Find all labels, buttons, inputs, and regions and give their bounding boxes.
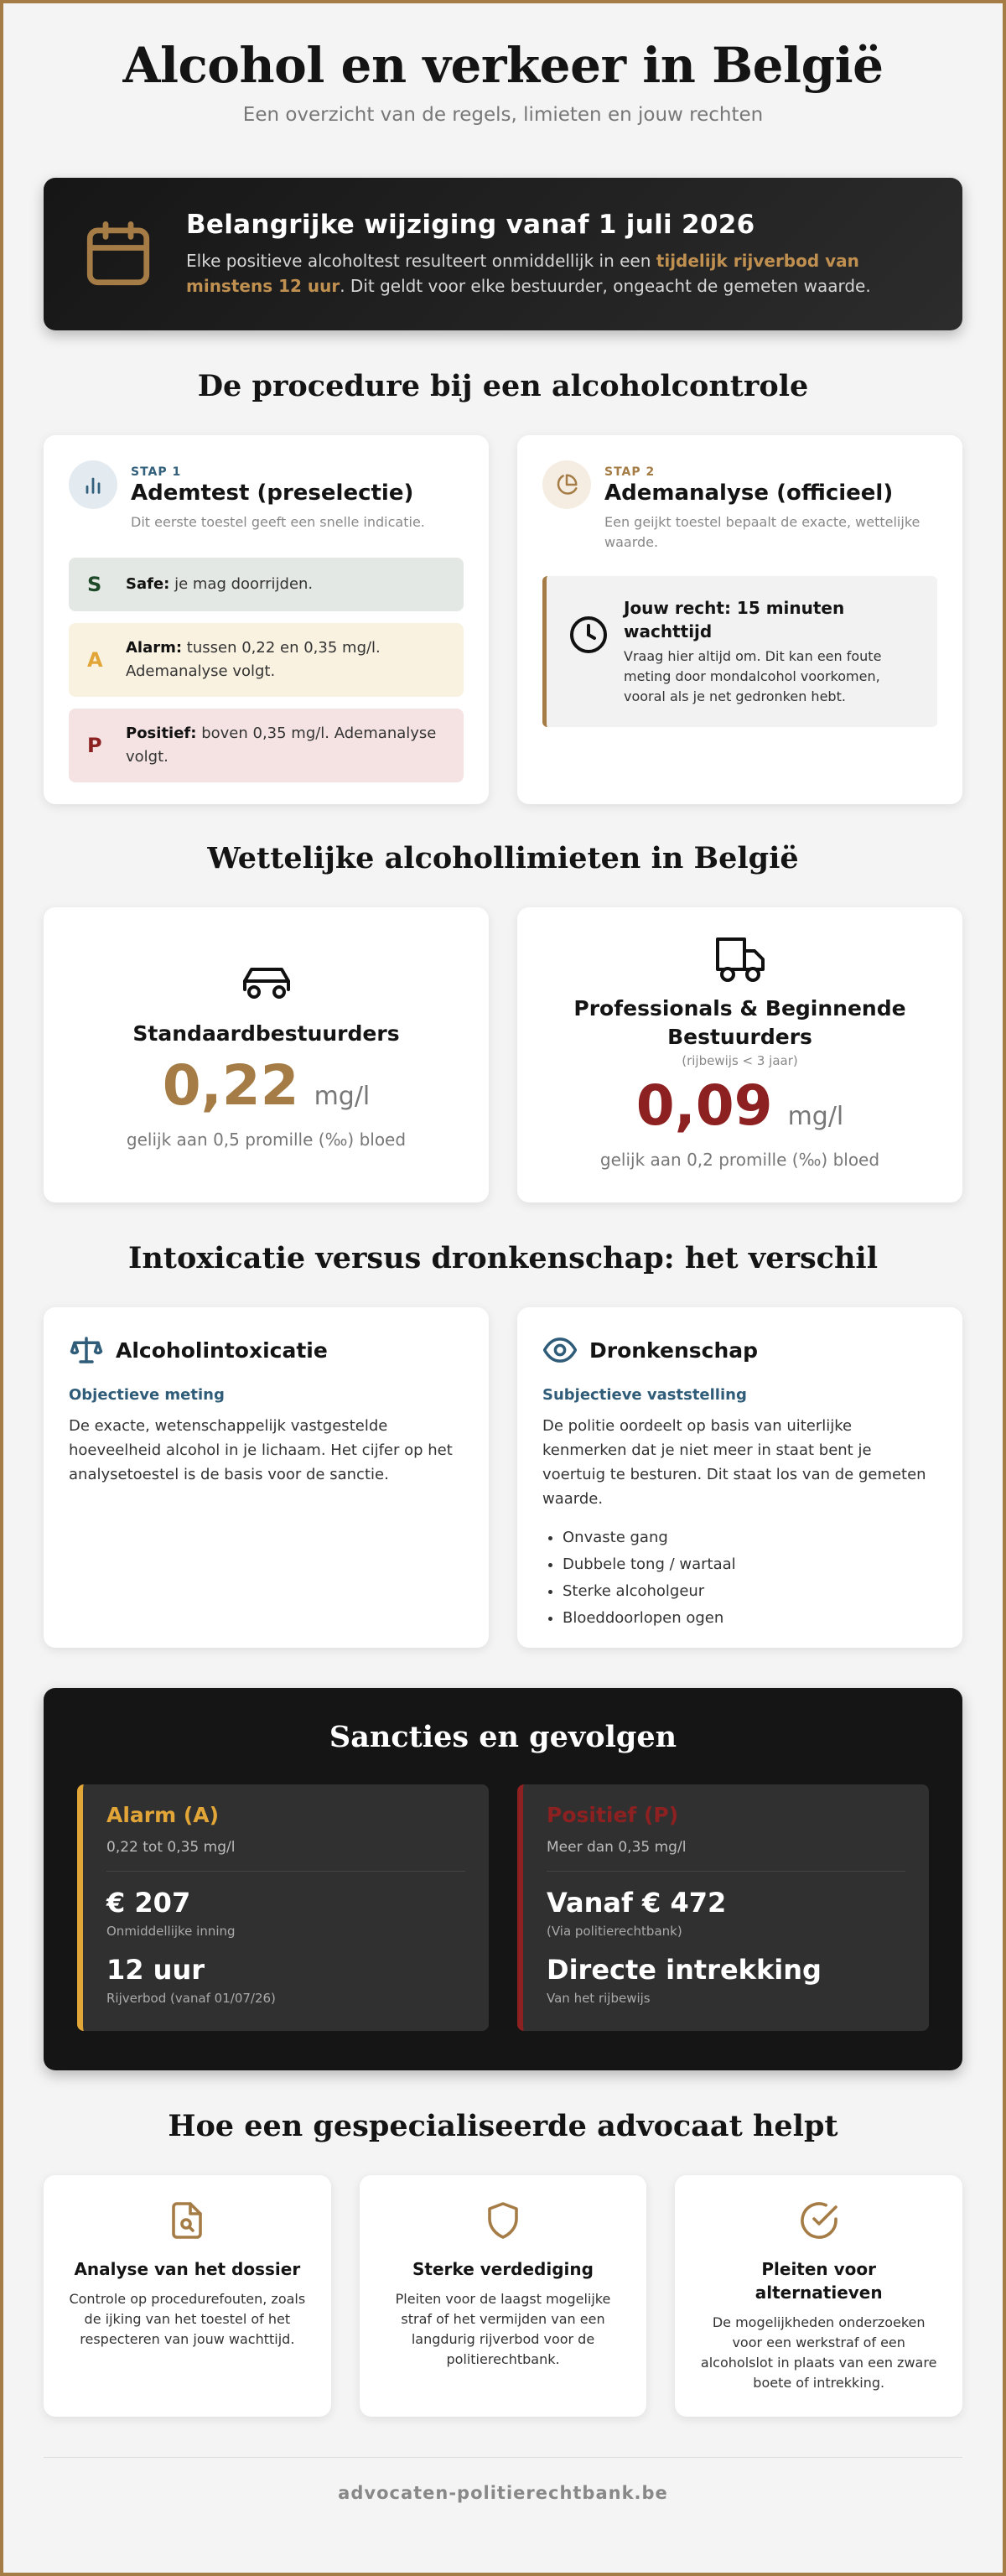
sanctions-title: Sancties en gevolgen xyxy=(329,1720,677,1754)
level-safe-text xyxy=(126,573,313,596)
alert-text-before: Elke positieve alcoholtest resulteert onmiddellijk in een xyxy=(186,251,656,271)
sanction-alarm-ban: 12 uur xyxy=(106,1954,205,1986)
limit-professional-unit: mg/l xyxy=(787,1102,844,1131)
step1-card xyxy=(44,435,489,804)
sanction-positive-title: Positief (P) xyxy=(547,1803,679,1827)
alert-banner xyxy=(44,178,962,330)
waiting-time-text: Vraag hier altijd om. Dit kan een foute meting door mondalcohol voorkomen, vooral als je net gedronken hebt. xyxy=(624,648,882,704)
level-positive-desc: boven 0,35 mg/l. Ademanalyse volgt. xyxy=(126,724,437,766)
sanction-positive-fine: Vanaf € 472 xyxy=(547,1887,727,1919)
bar-chart-icon xyxy=(81,473,105,496)
lawyer-alternatives-text: De mogelijkheden onderzoeken voor een werkstraf of een alcoholslot in plaats van een zware boete of intrekking. xyxy=(700,2314,937,2391)
list-item: • Sterke alcoholgeur xyxy=(563,1578,937,1605)
step1-desc: Dit eerste toestel geeft een snelle indicatie. xyxy=(131,514,425,530)
limit-professional-value: 0,09 xyxy=(635,1073,773,1138)
level-alarm-text xyxy=(126,636,445,683)
intox-card-objective xyxy=(44,1307,489,1648)
drunkenness-signs-list xyxy=(542,1524,937,1632)
sanction-positive-fine-note: (Via politierechtbank) xyxy=(547,1924,682,1939)
step2-header xyxy=(542,460,937,553)
intox-title: Intoxicatie versus dronkenschap: het verschil xyxy=(127,1241,879,1275)
page-subtitle: Een overzicht van de regels, limieten en jouw rechten xyxy=(242,104,764,126)
lawyer-title: Hoe een gespecialiseerde advocaat helpt xyxy=(168,2109,838,2143)
level-alarm-desc: tussen 0,22 en 0,35 mg/l. Ademanalyse volgt. xyxy=(126,639,381,680)
limit-card-standard xyxy=(44,907,489,1202)
sanction-positive-withdrawal-note: Van het rijbewijs xyxy=(547,1991,651,2006)
eye-icon xyxy=(542,1332,578,1368)
limit-professional-title: Professionals & Beginnende Bestuurders xyxy=(573,996,906,1049)
level-positive-text xyxy=(126,722,445,769)
pie-chart-icon xyxy=(554,472,579,497)
limit-standard-title: Standaardbestuurders xyxy=(132,1021,400,1046)
list-item: • Onvaste gang xyxy=(563,1524,937,1551)
intox-subjective-sub: Subjectieve vaststelling xyxy=(542,1386,747,1404)
footer-divider xyxy=(44,2457,962,2458)
intox-objective-header xyxy=(69,1332,464,1368)
limit-standard-unit: mg/l xyxy=(314,1082,371,1111)
sanction-alarm-fine: € 207 xyxy=(106,1887,191,1919)
waiting-time-content xyxy=(624,596,919,707)
list-item: • Bloeddoorlopen ogen xyxy=(563,1605,937,1632)
page-title: Alcohol en verkeer in België xyxy=(122,37,884,94)
limit-standard-sub: gelijk aan 0,5 promille (‰) bloed xyxy=(126,1130,407,1150)
document-search-icon xyxy=(167,2200,207,2241)
level-positive-name: Positief: xyxy=(126,724,197,742)
page xyxy=(3,3,1003,2573)
step1-title: Ademtest (preselectie) xyxy=(131,480,414,506)
level-alarm xyxy=(69,623,464,697)
level-positive xyxy=(69,709,464,782)
intox-objective-text: De exacte, wetenschappelijk vastgestelde hoeveelheid alcohol in je lichaam. Het cijfer op het analysetoestel is de basis voor de sanctie. xyxy=(69,1417,453,1483)
level-safe-desc: je mag doorrijden. xyxy=(169,575,314,593)
car-icon xyxy=(240,964,293,1001)
step2-heading xyxy=(604,460,937,553)
limit-standard-value-row xyxy=(44,1053,489,1118)
step2-title: Ademanalyse (officieel) xyxy=(604,480,894,506)
step2-desc: Een geijkt toestel bepaalt de exacte, wettelijke waarde. xyxy=(604,514,920,550)
clock-icon xyxy=(568,615,609,655)
shield-icon xyxy=(483,2200,523,2241)
intox-subjective-header xyxy=(542,1332,937,1368)
waiting-time-title: Jouw recht: 15 minuten wachttijd xyxy=(624,598,845,641)
step2-icon-wrap xyxy=(542,460,591,509)
step1-heading xyxy=(131,460,425,532)
procedure-row xyxy=(44,435,962,804)
alert-text xyxy=(186,248,926,299)
level-alarm-letter: A xyxy=(87,648,103,672)
alert-highlight: tijdelijk rijverbod van minstens 12 uur xyxy=(186,251,859,296)
alert-title: Belangrijke wijziging vanaf 1 juli 2026 xyxy=(186,210,755,240)
intox-row xyxy=(44,1307,962,1648)
limits-title: Wettelijke alcohollimieten in België xyxy=(207,841,799,875)
scale-icon xyxy=(69,1332,104,1368)
level-positive-letter: P xyxy=(87,734,102,757)
level-safe-name: Safe: xyxy=(126,575,170,593)
intox-subjective-text: De politie oordeelt op basis van uiterlijke kenmerken dat je niet meer in staat bent je voertuig te besturen. Dit staat los van de gemeten waarde. xyxy=(542,1417,926,1508)
lawyer-defense-text: Pleiten voor de laagst mogelijke straf of het vermijden van een langdurig rijverbod voor de politierechtbank. xyxy=(395,2291,611,2367)
lawyer-alternatives-title: Pleiten voor alternatieven xyxy=(754,2259,883,2303)
sanctions-row xyxy=(77,1784,929,2031)
truck-icon xyxy=(714,936,766,984)
check-circle-icon xyxy=(799,2200,839,2241)
lawyer-defense-title: Sterke verdediging xyxy=(412,2259,594,2279)
sanction-card-alarm xyxy=(77,1784,489,2031)
limits-row xyxy=(44,907,962,1202)
intox-objective-title: Alcoholintoxicatie xyxy=(116,1337,328,1363)
alert-text-after: . Dit geldt voor elke bestuurder, ongeacht de gemeten waarde. xyxy=(340,276,871,296)
step2-label: STAP 2 xyxy=(604,465,656,479)
sanction-positive-range: Meer dan 0,35 mg/l xyxy=(547,1839,905,1872)
step1-header xyxy=(69,460,464,532)
limit-standard-value: 0,22 xyxy=(162,1053,299,1118)
lawyer-row xyxy=(44,2175,962,2417)
limit-professional-value-row xyxy=(517,1073,962,1138)
intox-card-subjective xyxy=(517,1307,962,1648)
level-safe-letter: S xyxy=(87,573,102,596)
level-safe xyxy=(69,558,464,611)
lawyer-card-alternatives xyxy=(675,2175,962,2417)
alert-content xyxy=(186,210,926,299)
lawyer-analysis-text: Controle op procedurefouten, zoals de ijking van het toestel of het respecteren van jouw wachttijd. xyxy=(69,2291,306,2347)
footer-domain: advocaten-politierechtbank.be xyxy=(338,2483,668,2503)
procedure-title: De procedure bij een alcoholcontrole xyxy=(197,369,809,403)
lawyer-card-defense xyxy=(360,2175,647,2417)
limit-professional-sub: gelijk aan 0,2 promille (‰) bloed xyxy=(599,1150,880,1170)
lawyer-card-analysis xyxy=(44,2175,331,2417)
step2-card xyxy=(517,435,962,804)
limit-professional-note: (rijbewijs < 3 jaar) xyxy=(682,1053,798,1068)
sanction-positive-withdrawal: Directe intrekking xyxy=(547,1954,822,1986)
intox-objective-sub: Objectieve meting xyxy=(69,1386,225,1404)
sanction-alarm-ban-note: Rijverbod (vanaf 01/07/26) xyxy=(106,1991,276,2006)
calendar-icon xyxy=(80,216,156,292)
step1-icon-wrap xyxy=(69,460,117,509)
level-alarm-name: Alarm: xyxy=(126,639,183,657)
waiting-time-box xyxy=(542,576,937,727)
step1-label: STAP 1 xyxy=(131,465,182,479)
sanction-card-positive xyxy=(517,1784,929,2031)
limit-card-professional xyxy=(517,907,962,1202)
sanctions-section xyxy=(44,1688,962,2070)
lawyer-analysis-title: Analyse van het dossier xyxy=(74,2259,301,2279)
list-item: • Dubbele tong / wartaal xyxy=(563,1551,937,1578)
sanction-alarm-title: Alarm (A) xyxy=(106,1803,220,1827)
sanction-alarm-fine-note: Onmiddellijke inning xyxy=(106,1924,236,1939)
intox-subjective-title: Dronkenschap xyxy=(589,1337,759,1363)
sanction-alarm-range: 0,22 tot 0,35 mg/l xyxy=(106,1839,465,1872)
